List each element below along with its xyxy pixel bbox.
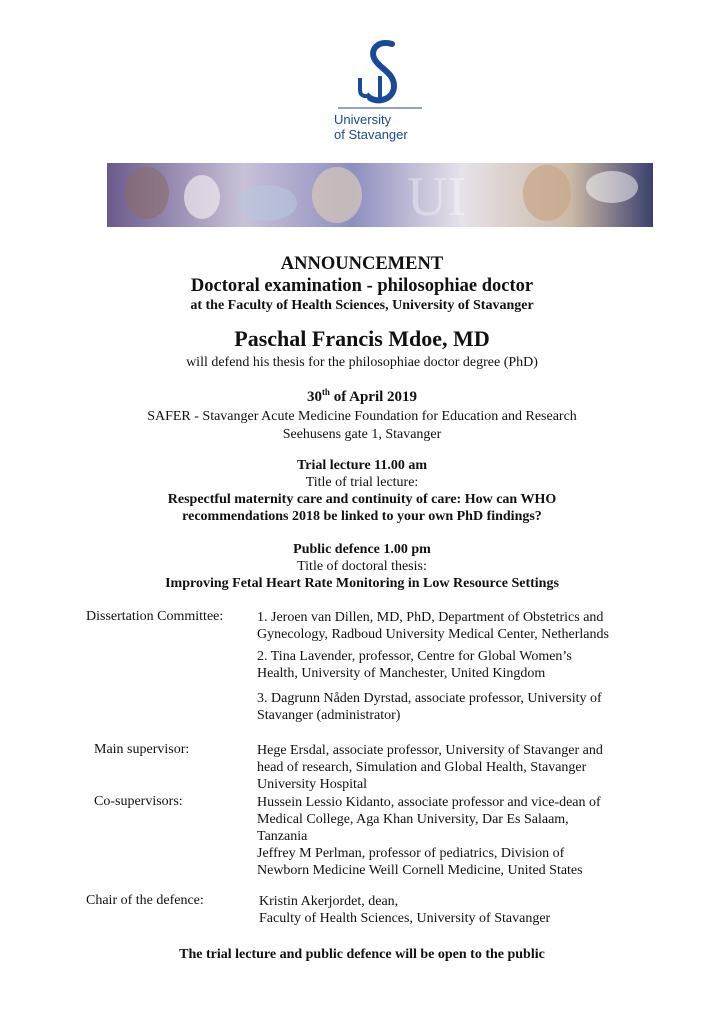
co-supervisor-line: Jeffrey M Perlman, professor of pediatrics, Division of xyxy=(257,846,565,861)
committee-member-1 xyxy=(257,609,609,643)
event-date xyxy=(0,389,724,406)
co-supervisors-label: Co-supervisors: xyxy=(94,794,183,809)
event-day-suffix: th xyxy=(321,387,330,397)
svg-text:UI: UI xyxy=(407,166,467,227)
trial-lecture-label: Title of trial lecture: xyxy=(305,475,419,490)
chair-label: Chair of the defence: xyxy=(86,893,204,908)
main-supervisor-line: Hege Ersdal, associate professor, University of Stavanger and xyxy=(257,743,603,758)
co-supervisor-line: Medical College, Aga Khan University, Dar Es Salaam, xyxy=(257,812,569,827)
co-supervisor-line: Tanzania xyxy=(257,829,308,844)
committee-member-3-line2: Stavanger (administrator) xyxy=(257,708,401,723)
banner-image xyxy=(107,163,653,227)
committee-label: Dissertation Committee: xyxy=(86,609,224,624)
logo-line-2: of Stavanger xyxy=(334,127,408,142)
event-day: 30 xyxy=(306,389,322,405)
event-address: Seehusens gate 1, Stavanger xyxy=(282,427,442,442)
trial-lecture-title-line1: Respectful maternity care and continuity of care: How can WHO xyxy=(167,492,557,507)
chair-of-defence xyxy=(259,893,550,927)
trial-lecture-time: Trial lecture 11.00 am xyxy=(296,458,428,473)
event-venue: SAFER - Stavanger Acute Medicine Foundation for Education and Research xyxy=(147,409,577,424)
trial-lecture-title-line2: recommendations 2018 be linked to your own PhD findings? xyxy=(182,509,542,524)
public-defence-time: Public defence 1.00 pm xyxy=(293,542,431,557)
faculty-subtitle: at the Faculty of Health Sciences, University of Stavanger xyxy=(190,298,534,313)
public-access-note: The trial lecture and public defence will be open to the public xyxy=(179,947,545,962)
document-title: Doctoral examination - philosophiae doctor xyxy=(190,276,534,296)
thesis-title-label: Title of doctoral thesis: xyxy=(297,559,427,574)
university-logo xyxy=(330,36,440,146)
main-supervisor-label: Main supervisor: xyxy=(94,742,190,757)
committee-member-1-line1: 1. Jeroen van Dillen, MD, PhD, Department of Obstetrics and xyxy=(257,610,604,625)
committee-member-1-line2: Gynecology, Radboud University Medical Center, Netherlands xyxy=(257,627,609,642)
co-supervisor-line: Hussein Lessio Kidanto, associate professor and vice-dean of xyxy=(257,795,601,810)
announcement-heading: ANNOUNCEMENT xyxy=(280,254,444,274)
committee-member-2-line2: Health, University of Manchester, United Kingdom xyxy=(257,666,546,681)
chair-line2: Faculty of Health Sciences, University of Stavanger xyxy=(259,911,551,926)
main-supervisor-line: head of research, Simulation and Global Health, Stavanger xyxy=(257,760,587,775)
thesis-title: Improving Fetal Heart Rate Monitoring in Low Resource Settings xyxy=(165,576,559,591)
co-supervisor-line: Newborn Medicine Weill Cornell Medicine, United States xyxy=(257,863,583,878)
co-supervisors xyxy=(257,794,601,879)
main-supervisor xyxy=(257,742,603,793)
event-month-year: of April 2019 xyxy=(329,389,418,405)
chair-line1: Kristin Akerjordet, dean, xyxy=(259,894,399,909)
logo-line-1: University xyxy=(334,112,392,127)
committee-member-2 xyxy=(257,648,572,682)
committee-member-3 xyxy=(257,690,602,724)
candidate-name: Paschal Francis Mdoe, MD xyxy=(234,326,490,351)
committee-member-3-line1: 3. Dagrunn Nåden Dyrstad, associate professor, University of xyxy=(257,691,602,706)
committee-member-2-line1: 2. Tina Lavender, professor, Centre for Global Women’s xyxy=(257,649,572,664)
main-supervisor-line: University Hospital xyxy=(257,777,368,792)
candidate-statement: will defend his thesis for the philosophiae doctor degree (PhD) xyxy=(186,355,538,370)
